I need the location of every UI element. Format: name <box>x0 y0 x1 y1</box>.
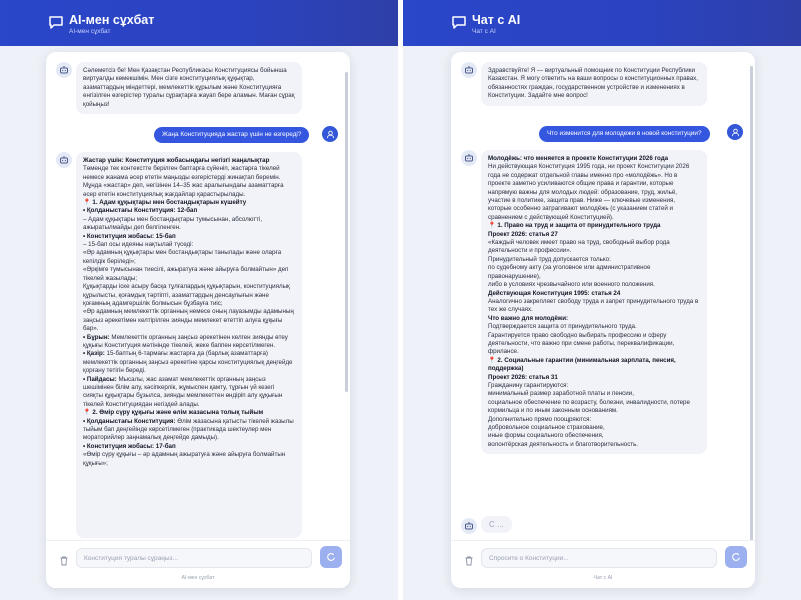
answer-line: Құқықтарды іске асыру басқа тұлғалардың құқықтарын, конституциялық құрылысты, қоғамдық тәртіпті, азаматтардың денсаулығын және қоғамның адамгершілік болмысын бұзбауға тиіс; <box>83 283 290 307</box>
bot-avatar <box>461 150 477 166</box>
chat-pane-kazakh <box>0 0 398 600</box>
typing-indicator: С ... <box>481 516 512 533</box>
user-icon <box>731 128 740 137</box>
answer-line: 📍 1. Право на труд и защита от принудительного труда <box>488 222 661 230</box>
answer-line: Гарантируется право свободно выбирать профессию и сферу деятельности, что важно при смене работы, переквалификации, фрилансе. <box>488 331 675 356</box>
user-message: Что изменится для молодежи в новой конституции? <box>539 126 710 142</box>
answer-line: «Әрқімге тумысынан тиесілі, ажыратуға және айыруға болмайтын» деп тікелей жазылады; <box>83 266 289 282</box>
bot-avatar <box>461 518 477 534</box>
input-bar <box>46 540 350 588</box>
bot-welcome-message: Здравствуйте! Я — виртуальный помощник по Конституции Республики Казахстан. Я могу ответить на ваши вопросы о конституционных правах, обязанностях граждан, государственном устройстве и изменениях в Конституции. Задайте мне вопрос! <box>481 62 707 106</box>
answer-line: «Каждый человек имеет право на труд, свободный выбор рода деятельности и профессии». <box>488 239 670 255</box>
answer-line: по судебному акту (за уголовное или административное правонарушение), <box>488 264 651 280</box>
send-button[interactable] <box>320 546 342 568</box>
chat-subtitle: AI-мен сұхбат <box>69 28 111 35</box>
bot-welcome-message: Сәлеметсіз бе! Мен Қазақстан Республикасы Конституциясы бойынша виртуалды көмекшімін. Мен сізге конституциялық құқықтар, азаматтардың міндеттері, мемлекеттік құрылым және Конституцияға енгізілген өзгерістер туралы сұрақтарға жауап бере аламын. Маған сұрақ қойыңыз! <box>76 62 302 114</box>
bot-icon <box>464 521 474 531</box>
chat-subtitle: Чат с AI <box>472 28 496 35</box>
answer-line: • Қолданыстағы Конституция: Өлім жазасына қатысты тікелей жазылы тыйым бап деңгейінде көрсетілмеген (практикада шектеулер мен мораторийлер заңнамалық деңгейде дамыды). <box>83 417 294 442</box>
answer-line: – Адам құқықтары мен бостандықтары тумысынан, абсолютті, ажыратылмайды деп белгіленген. <box>83 215 263 232</box>
user-avatar <box>727 124 743 140</box>
user-avatar <box>322 126 338 142</box>
answer-line: Аналогично закрепляет свободу труда и запрет принудительного труда в тех же случаях. <box>488 297 699 314</box>
answer-line: Молодёжь: что меняется в проекте Конституции 2026 года <box>488 155 669 162</box>
trash-icon[interactable] <box>463 555 475 567</box>
footer-caption: AI-мен сұхбат <box>181 575 215 581</box>
answer-line: • Қолданыстағы Конституция: 12-бап <box>83 207 198 215</box>
user-icon <box>326 130 335 139</box>
send-button[interactable] <box>725 546 747 568</box>
bot-icon <box>59 155 69 165</box>
answer-line: Дополнительно прямо поощряются: <box>488 415 592 423</box>
trash-icon[interactable] <box>58 555 70 567</box>
bot-avatar <box>56 62 72 78</box>
answer-line: минимальный размер заработной платы и пенсии, <box>488 390 634 398</box>
chat-bubble-icon <box>48 14 64 30</box>
answer-line: Подтверждается защита от принудительного труда. <box>488 323 637 331</box>
answer-line: волонтёрская деятельность и благотворительность. <box>488 440 639 448</box>
chat-header <box>403 0 801 46</box>
chat-title: Чат с AI <box>472 13 521 27</box>
answer-line: добровольное социальное страхование, <box>488 424 605 431</box>
answer-line: 📍 2. Өмір сүру құқығы және өлім жазасына толық тыйым <box>83 409 264 417</box>
user-message: Жаңа Конституцияда жастар үшін не өзгереді? <box>154 127 309 143</box>
answer-line: • Пайдасы: Мысалы, жас азамат мемлекеттік органның заңсыз шешімінен білім алу, кәсіпкерлік, жұмыспен қамту, тұрғын үй кезегі сияқты құқықтары бұзылса, зиянды мемлекеттен өндіріп алу құқығын тікелей Конституциядан негіздей алады. <box>83 375 283 408</box>
bot-answer-message <box>76 152 302 538</box>
answer-line: Что важно для молодёжи: <box>488 314 569 322</box>
bot-icon <box>59 65 69 75</box>
answer-line: 📍 2. Социальные гарантии (минимальная зарплата, пенсия, поддержка) <box>488 356 676 373</box>
answer-line: социальное обеспечение по возрасту, болезни, инвалидности, потере кормильца и по иным законным основаниям. <box>488 398 690 415</box>
answer-line: • Қазір: 15-баптың 6-тармағы жастарға да (барлық азаматтарға) мемлекеттік органның заңсыз әрекетіне қарсы конституциялық деңгейде қорғану тетігін береді. <box>83 350 293 375</box>
answer-line: • Конституция жобасы: 15-бап <box>83 232 176 240</box>
answer-line: иные формы социального обеспечения, <box>488 432 604 440</box>
answer-line: – 15-бап осы идеяны нақтылай түседі: <box>83 241 194 249</box>
answer-line: • Бұрын: Мемлекеттік органның заңсыз әрекетінен келген зиянды өтеу құқығы Конституция мәтінінде тікелей, жеке баппен көрсетілмеген. <box>83 333 288 349</box>
chat-title: AI-мен сұхбат <box>69 13 155 27</box>
answer-line: «Өмір сүру құқығы – әр адамның ажыратуға және айыруға болмайтын құқығы»; <box>83 451 286 467</box>
answer-line: 📍 1. Адам құқықтары мен бостандықтарын күшейту <box>83 199 247 207</box>
input-bar <box>451 540 755 588</box>
answer-line: «Әр адамның құқықтары мен бостандықтары танылады және оларға кепілдік беріледі»; <box>83 249 282 265</box>
scrollbar[interactable] <box>345 72 348 392</box>
chat-bubble-icon <box>451 14 467 30</box>
chat-window <box>451 52 755 588</box>
answer-line: Действующая Конституция 1995: статья 24 <box>488 289 621 297</box>
question-input[interactable] <box>76 548 312 568</box>
chat-window <box>46 52 350 588</box>
send-icon <box>731 552 741 562</box>
answer-line: «Әр адамның мемлекеттік органның немесе оның лауазымды адамының заңсыз әрекетімен келтірілген зиянды мемлекет өтеттіп алуға құқығы бар». <box>83 308 294 333</box>
footer-caption: Чат с AI <box>593 575 613 581</box>
scrollbar[interactable] <box>750 66 753 542</box>
answer-line: Принудительный труд допускается только: <box>488 255 611 263</box>
bot-icon <box>464 153 474 163</box>
bot-answer-message <box>481 150 707 454</box>
bot-avatar <box>56 152 72 168</box>
answer-line: либо в условиях чрезвычайного или военного положения. <box>488 281 655 289</box>
chat-pane-russian <box>403 0 801 600</box>
answer-line: Ни действующая Конституция 1995 года, ни проект Конституции 2026 года не содержат отдельной главы именно про «молодёжь». Но в проекте заметно усиливаются общие права и гарантии, которые напрямую важны для молодых людей: образование, труд, жильё, участие в политике, защита прав. Ниже — ключевые изменения, которые особенно затрагивают молодёжь (с указанием статей и сравнением с действующей Конституцией). <box>488 163 690 221</box>
question-input[interactable] <box>481 548 717 568</box>
answer-line: Жастар үшін: Конституция жобасындағы негізгі жаңалықтар <box>83 157 270 164</box>
answer-line: Гражданину гарантируются: <box>488 381 569 389</box>
bot-avatar <box>461 62 477 78</box>
chat-header <box>0 0 398 46</box>
answer-line: Проект 2026: статья 27 <box>488 230 558 238</box>
answer-line: Проект 2026: статья 31 <box>488 373 558 381</box>
answer-line: Төменде тек контекстте берілген баптарға сүйеніп, жастарға тікелей немесе жанама әсер ететін маңызды өзгерістерді жинақтап беремін. Мұнда «жастар» деп, негізінен 14–35 жас аралығындағы азаматтарға әсер ететін конституциялық жағдайлар қарастырылады. <box>83 165 284 198</box>
send-icon <box>326 552 336 562</box>
answer-line: • Конституция жобасы: 17-бап <box>83 442 176 450</box>
bot-icon <box>464 65 474 75</box>
